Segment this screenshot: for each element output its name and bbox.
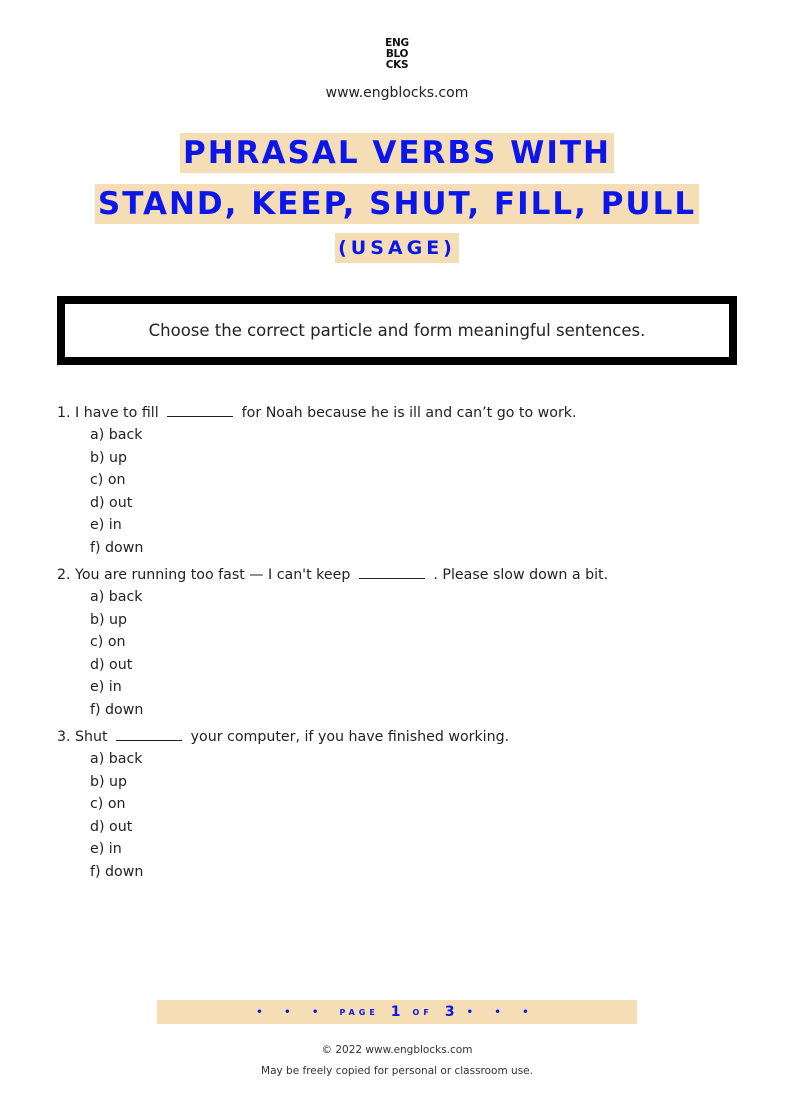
question-text <box>57 402 747 424</box>
option-item: f) down <box>90 539 144 556</box>
total-page-number: 3 <box>444 1004 455 1020</box>
title-line-2-wrap <box>0 184 794 224</box>
of-word: OF <box>412 1007 433 1017</box>
question-2 <box>57 564 747 721</box>
option-item: e) in <box>90 517 122 533</box>
copyright-text: © 2022 www.engblocks.com <box>321 1044 473 1056</box>
question-text-before: 2. You are running too fast — I can't keep <box>57 567 351 583</box>
option-list <box>57 748 747 883</box>
page-subtitle: (USAGE) <box>335 233 459 263</box>
page-title-line-1: PHRASAL VERBS WITH <box>180 133 614 173</box>
option-item: b) up <box>90 773 128 790</box>
option-item: f) down <box>90 863 144 880</box>
current-page-number: 1 <box>390 1004 401 1020</box>
option-list <box>57 586 747 721</box>
logo-line: ENG <box>385 37 409 49</box>
question-text-after: for Noah because he is ill and can’t go to work. <box>241 405 577 421</box>
question-text-before: 3. Shut <box>57 729 108 745</box>
logo-line: BLO <box>385 48 409 60</box>
question-text-after: your computer, if you have finished working. <box>190 729 510 745</box>
option-item: a) back <box>90 427 143 443</box>
option-item: d) out <box>90 494 133 511</box>
option-item: e) in <box>90 841 122 857</box>
option-item: c) on <box>90 796 126 812</box>
question-text <box>57 564 747 586</box>
question-text-after: . Please slow down a bit. <box>433 567 609 583</box>
answer-blank <box>167 402 233 417</box>
option-item: f) down <box>90 701 144 718</box>
question-text-before: 1. I have to fill <box>57 405 159 421</box>
site-url: www.engblocks.com <box>325 85 469 101</box>
option-list <box>57 424 747 559</box>
option-item: b) up <box>90 611 128 628</box>
answer-blank <box>359 564 425 579</box>
option-item: a) back <box>90 589 143 605</box>
logo-line: CKS <box>385 59 409 71</box>
question-list <box>57 402 747 888</box>
instruction-text: Choose the correct particle and form meaningful sentences. <box>148 321 646 340</box>
question-1 <box>57 402 747 559</box>
question-3 <box>57 726 747 883</box>
option-item: c) on <box>90 634 126 650</box>
answer-blank <box>116 726 182 741</box>
option-item: a) back <box>90 751 143 767</box>
page-indicator-dots-right: • • • <box>466 1006 538 1018</box>
option-item: d) out <box>90 656 133 673</box>
option-item: e) in <box>90 679 122 695</box>
title-line-1-wrap <box>0 133 794 173</box>
page-indicator <box>157 1000 637 1024</box>
instruction-box <box>57 296 737 365</box>
option-item: d) out <box>90 818 133 835</box>
option-item: b) up <box>90 449 128 466</box>
question-text <box>57 726 747 748</box>
page-title-line-2: STAND, KEEP, SHUT, FILL, PULL <box>95 184 699 224</box>
engblocks-logo <box>381 38 413 71</box>
license-text: May be freely copied for personal or classroom use. <box>261 1065 533 1077</box>
page-word: PAGE <box>339 1007 379 1017</box>
option-item: c) on <box>90 472 126 488</box>
title-line-3-wrap <box>0 233 794 263</box>
page-indicator-dots-left: • • • <box>256 1006 328 1018</box>
